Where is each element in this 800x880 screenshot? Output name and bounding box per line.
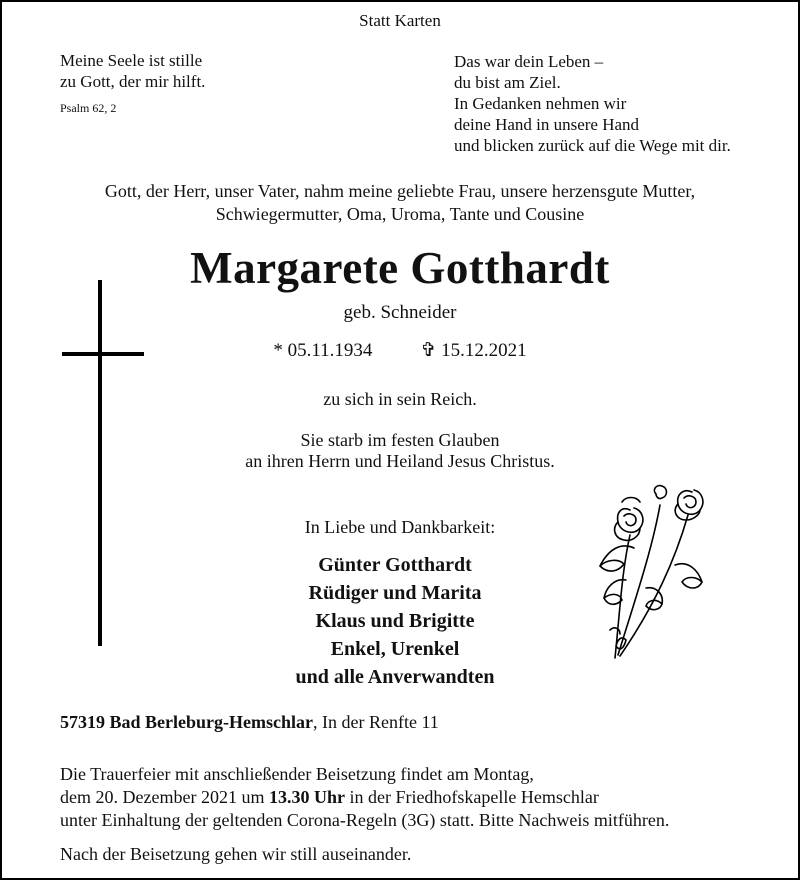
closing-text: Nach der Beisetzung gehen wir still auseinander. — [60, 844, 412, 864]
intro-line: Gott, der Herr, unser Vater, nahm meine geliebte Frau, unsere herzensgute Mutter, — [104, 181, 696, 201]
roses-icon — [560, 480, 725, 670]
address-street: , In der Renfte 11 — [312, 712, 439, 732]
thanks-text: In Liebe und Dankbarkeit: — [304, 517, 496, 537]
faith-line: an ihren Herrn und Heiland Jesus Christus. — [245, 451, 555, 471]
ceremony-line — [60, 786, 669, 809]
verse-right-line: du bist am Ziel. — [454, 73, 561, 92]
family-member: Enkel, Urenkel — [330, 638, 460, 660]
death-date: 15.12.2021 — [441, 340, 527, 361]
verse-right-line: In Gedanken nehmen wir — [454, 94, 627, 113]
ceremony-info — [60, 763, 669, 832]
intro-text — [0, 180, 800, 226]
reich-text: zu sich in sein Reich. — [323, 389, 477, 409]
family-member: Rüdiger und Marita — [308, 582, 482, 604]
faith-text — [0, 430, 800, 472]
maiden-name: geb. Schneider — [343, 302, 457, 323]
ceremony-line: Die Trauerfeier mit anschließender Beisetzung findet am Montag, — [60, 764, 534, 784]
ceremony-place: in der Friedhofskapelle Hemschlar — [344, 787, 599, 807]
verse-source: Psalm 62, 2 — [60, 101, 117, 115]
family-member: Klaus und Brigitte — [315, 610, 475, 632]
verse-right — [454, 51, 731, 156]
address — [60, 712, 439, 733]
ceremony-date: dem 20. Dezember 2021 um — [60, 787, 269, 807]
verse-right-line: Das war dein Leben – — [454, 52, 604, 71]
cross-symbol: ✞ — [420, 340, 437, 361]
address-city: 57319 Bad Berleburg-Hemschlar — [60, 712, 313, 732]
verse-right-line: deine Hand in unsere Hand — [454, 115, 640, 134]
birth-date: * 05.11.1934 — [273, 340, 373, 361]
headline: Statt Karten — [359, 11, 441, 30]
family-member: Günter Gotthardt — [318, 554, 472, 576]
faith-line: Sie starb im festen Glauben — [300, 430, 500, 450]
verse-right-line: und blicken zurück auf die Wege mit dir. — [454, 136, 731, 155]
family-member: und alle Anverwandten — [295, 666, 495, 688]
ceremony-line: unter Einhaltung der geltenden Corona-Regeln (3G) statt. Bitte Nachweis mitführen. — [60, 810, 670, 830]
verse-left-line: zu Gott, der mir hilft. — [60, 72, 206, 91]
deceased-name: Margarete Gotthardt — [190, 243, 610, 293]
verse-left-line: Meine Seele ist stille — [60, 51, 203, 70]
ceremony-time: 13.30 Uhr — [268, 787, 345, 807]
verse-left — [60, 50, 205, 119]
intro-line: Schwiegermutter, Oma, Uroma, Tante und Cousine — [215, 204, 585, 224]
